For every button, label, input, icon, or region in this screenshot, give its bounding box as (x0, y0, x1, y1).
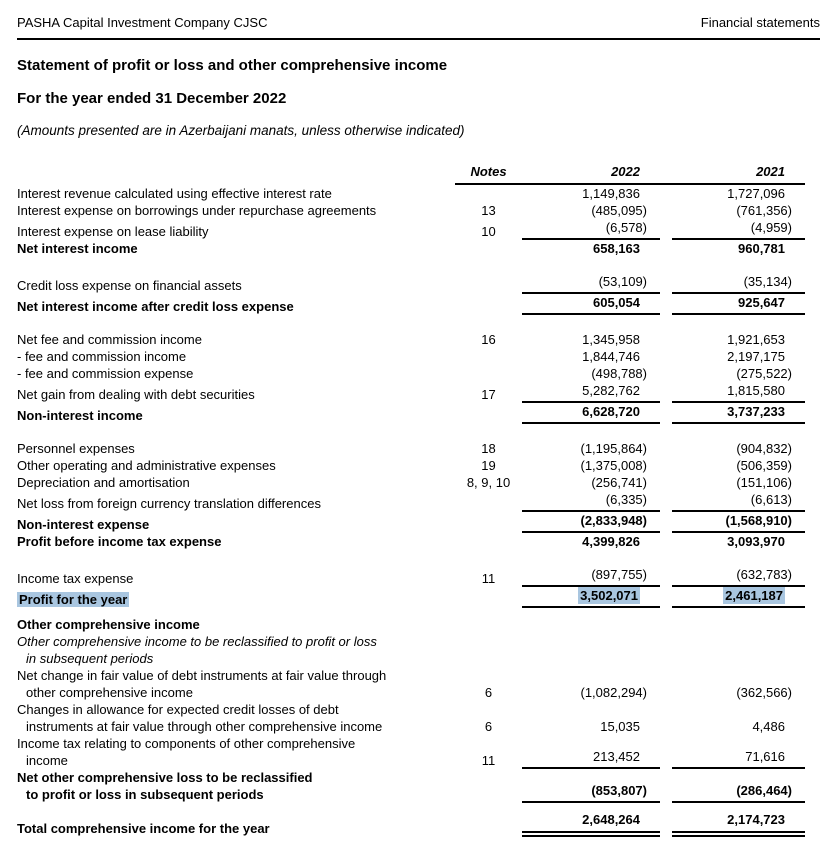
row-value-2021: (1,568,910) (672, 512, 805, 533)
row-value-2022: 3,502,071 (522, 587, 660, 608)
row-value-2022: 1,149,836 (582, 186, 640, 201)
table-row (17, 769, 820, 803)
row-value-2022: (1,195,864) (580, 441, 647, 456)
row-label: Other comprehensive income to be reclassified to profit or loss in subsequent periods (17, 634, 377, 666)
table-row (17, 382, 820, 403)
col-header-2022: 2022 (522, 163, 660, 185)
row-notes: 11 (481, 571, 496, 586)
row-label: Credit loss expense on financial assets (17, 278, 242, 293)
row-label: Total comprehensive income for the year (17, 821, 270, 836)
row-value-2022: (1,375,008) (580, 458, 647, 473)
row-label: Income tax expense (17, 571, 134, 586)
row-notes: 6 (484, 685, 493, 700)
row-value-2021: (904,832) (736, 441, 792, 456)
row-label: Profit before income tax expense (17, 534, 222, 549)
table-row (17, 202, 820, 219)
row-value-2022: (485,095) (591, 203, 647, 218)
table-row (17, 219, 820, 240)
company-name: PASHA Capital Investment Company CJSC (17, 15, 268, 30)
table-row (17, 331, 820, 348)
row-value-2022: 213,452 (522, 748, 660, 769)
table-row (17, 403, 820, 424)
row-value-2021: (35,134) (672, 273, 805, 294)
row-label: Interest expense on lease liability (17, 224, 209, 239)
row-label: Profit for the year (19, 592, 128, 607)
row-value-2021: (632,783) (672, 566, 805, 587)
row-label: - fee and commission expense (17, 366, 194, 381)
col-header-2021: 2021 (672, 163, 805, 185)
row-value-2021: (761,356) (736, 203, 792, 218)
table-header (17, 163, 820, 185)
row-label: Net gain from dealing with debt securities (17, 387, 255, 402)
col-header-notes: Notes (455, 163, 522, 185)
table-row (17, 701, 820, 735)
row-value-2022: 15,035 (600, 719, 640, 734)
row-value-2021: (6,613) (672, 491, 805, 512)
row-value-2022: 1,844,746 (582, 349, 640, 364)
table-row (17, 587, 820, 608)
row-value-2022: 2,648,264 (522, 811, 660, 837)
row-value-2022: 658,163 (593, 241, 640, 256)
row-notes: 6 (484, 719, 493, 734)
row-value-2022: 605,054 (522, 294, 660, 315)
row-value-2021: 3,093,970 (727, 534, 785, 549)
row-label: Income tax relating to components of other comprehensive income (17, 736, 356, 768)
row-value-2021: 1,815,580 (672, 382, 805, 403)
row-value-2022: (897,755) (522, 566, 660, 587)
row-notes: 17 (481, 387, 496, 402)
row-value-2022: 4,399,826 (582, 534, 640, 549)
row-notes: 16 (481, 332, 496, 347)
table-row (17, 566, 820, 587)
row-notes: 13 (481, 203, 496, 218)
table-row (17, 735, 820, 769)
row-label: Non-interest income (17, 408, 143, 423)
table-row (17, 440, 820, 457)
row-label: Other comprehensive income (17, 617, 200, 632)
row-value-2022: (2,833,948) (522, 512, 660, 533)
row-value-2021: 71,616 (672, 748, 805, 769)
row-label: Other operating and administrative expenses (17, 458, 276, 473)
table-row (17, 294, 820, 315)
row-value-2021: 2,461,187 (672, 587, 805, 608)
table-row (17, 365, 820, 382)
running-header (17, 14, 820, 40)
table-row (17, 533, 820, 550)
document-type-label: Financial statements (700, 15, 820, 30)
row-notes: 19 (481, 458, 496, 473)
row-label: Interest revenue calculated using effective interest rate (17, 186, 332, 201)
table-row (17, 811, 820, 837)
header-column-gap (660, 180, 672, 185)
row-label: Personnel expenses (17, 441, 135, 456)
row-value-2021: 2,174,723 (672, 811, 805, 837)
table-row (17, 633, 820, 667)
row-label: Non-interest expense (17, 517, 150, 532)
row-value-2022: (6,578) (522, 219, 660, 240)
row-value-2021: (275,522) (736, 366, 792, 381)
table-row (17, 185, 820, 202)
row-value-2022: 6,628,720 (522, 403, 660, 424)
row-value-2022: (256,741) (591, 475, 647, 490)
row-value-2021: 960,781 (738, 241, 785, 256)
row-value-2021: 1,727,096 (727, 186, 785, 201)
table-row (17, 616, 820, 633)
row-value-2021: 4,486 (752, 719, 785, 734)
statement-title: Statement of profit or loss and other comprehensive income (17, 57, 448, 74)
row-value-2022: (1,082,294) (580, 685, 647, 700)
table-row (17, 491, 820, 512)
row-label: Depreciation and amortisation (17, 475, 190, 490)
statement-table-body (17, 185, 820, 837)
table-row (17, 512, 820, 533)
row-value-2021: (362,566) (736, 685, 792, 700)
table-row (17, 348, 820, 365)
row-value-2022: 5,282,762 (522, 382, 660, 403)
row-label: Net other comprehensive loss to be reclassified to profit or loss in subsequent periods (17, 770, 313, 802)
row-value-2021: (151,106) (736, 475, 792, 490)
row-value-2021: (4,959) (672, 219, 805, 240)
row-label: Net fee and commission income (17, 332, 202, 347)
row-notes: 8, 9, 10 (466, 475, 511, 490)
row-value-2021: 1,921,653 (727, 332, 785, 347)
row-label: Net interest income (17, 241, 138, 256)
row-value-2022: 1,345,958 (582, 332, 640, 347)
row-value-2021: (286,464) (672, 782, 805, 803)
row-label: Interest expense on borrowings under repurchase agreements (17, 203, 377, 218)
row-label: Net loss from foreign currency translation differences (17, 496, 321, 511)
row-value-2022: (853,807) (522, 782, 660, 803)
row-value-2022: (6,335) (522, 491, 660, 512)
table-row (17, 240, 820, 257)
row-value-2021: (506,359) (736, 458, 792, 473)
table-row (17, 273, 820, 294)
row-value-2021: 3,737,233 (672, 403, 805, 424)
table-row (17, 667, 820, 701)
row-label: Net change in fair value of debt instruments at fair value through other comprehensive income (17, 668, 387, 700)
row-value-2021: 2,197,175 (727, 349, 785, 364)
currency-note: (Amounts presented are in Azerbaijani manats, unless otherwise indicated) (17, 123, 465, 138)
row-notes: 11 (481, 753, 496, 768)
row-value-2022: (53,109) (522, 273, 660, 294)
table-row (17, 474, 820, 491)
row-notes: 18 (481, 441, 496, 456)
row-notes: 10 (481, 224, 496, 239)
row-value-2021: 925,647 (672, 294, 805, 315)
row-label: - fee and commission income (17, 349, 187, 364)
period-title: For the year ended 31 December 2022 (17, 90, 287, 107)
row-label: Net interest income after credit loss expense (17, 299, 294, 314)
row-label: Changes in allowance for expected credit losses of debt instruments at fair value through other comprehensive income (17, 702, 383, 734)
table-row (17, 457, 820, 474)
row-value-2022: (498,788) (591, 366, 647, 381)
